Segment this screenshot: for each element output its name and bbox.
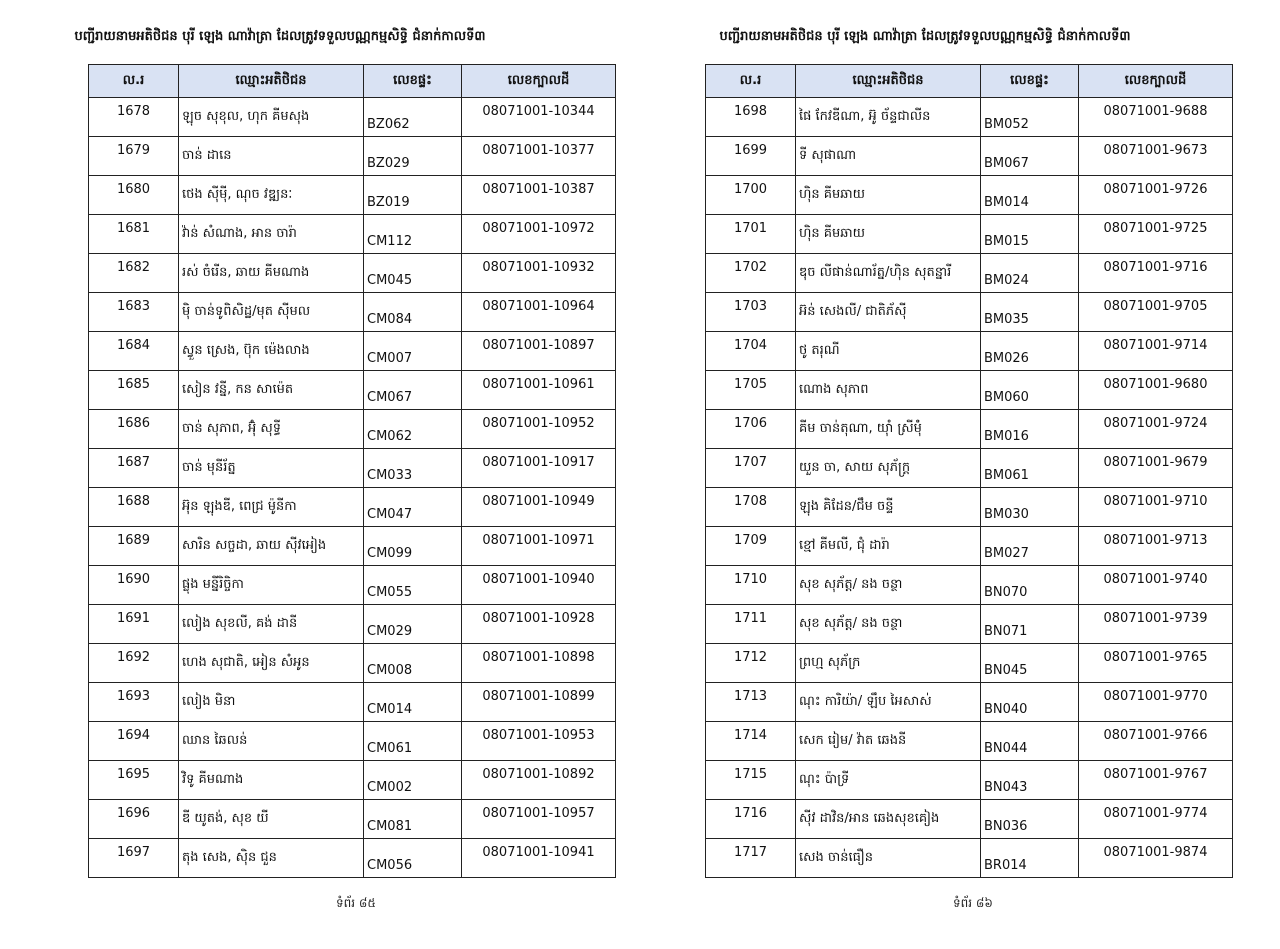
customer-name: ឌុច លីផាន់ណារ័ត្ន/ហ៊ិន សុតន្នារី: [796, 254, 981, 293]
land-plot-number: 08071001-10928: [462, 605, 616, 644]
row-number: 1697: [89, 839, 179, 878]
land-plot-number: 08071001-9740: [1079, 566, 1233, 605]
row-number: 1713: [706, 683, 796, 722]
house-number: BM061: [981, 449, 1079, 488]
house-number: CM033: [364, 449, 462, 488]
row-number: 1695: [89, 761, 179, 800]
customer-name: ណុះ ការិយ៉ា/ ឡឹប អៃសាស់: [796, 683, 981, 722]
row-number: 1688: [89, 488, 179, 527]
land-plot-number: 08071001-9705: [1079, 293, 1233, 332]
table-row: [706, 800, 1233, 839]
table-row: [706, 566, 1233, 605]
land-plot-number: 08071001-9679: [1079, 449, 1233, 488]
customer-name: ឡុច សុខុល, ហុក គីមសុង: [179, 98, 364, 137]
page-right: [617, 0, 1257, 949]
table-row: [89, 410, 616, 449]
table-row: [89, 683, 616, 722]
house-number: BN043: [981, 761, 1079, 800]
table-row: [89, 137, 616, 176]
house-number: CM014: [364, 683, 462, 722]
land-plot-number: 08071001-10898: [462, 644, 616, 683]
page-number: ទំព័រ ៨៥: [336, 896, 376, 910]
row-number: 1684: [89, 332, 179, 371]
table-row: [89, 293, 616, 332]
customer-name: សេង ចាន់ធឿន: [796, 839, 981, 878]
house-number: CM045: [364, 254, 462, 293]
customer-name: ណោង សុភាព: [796, 371, 981, 410]
customer-name: ឈាន ឆៃលន់: [179, 722, 364, 761]
house-number: BM067: [981, 137, 1079, 176]
row-number: 1682: [89, 254, 179, 293]
land-plot-number: 08071001-10917: [462, 449, 616, 488]
customer-name: ថេង ស៊ីម៉ី, ណុច វឌ្ឍនៈ: [179, 176, 364, 215]
house-number: BM035: [981, 293, 1079, 332]
row-number: 1687: [89, 449, 179, 488]
row-number: 1700: [706, 176, 796, 215]
land-plot-number: 08071001-9688: [1079, 98, 1233, 137]
table-row: [89, 176, 616, 215]
land-plot-number: 08071001-10971: [462, 527, 616, 566]
table-row: [89, 839, 616, 878]
land-plot-number: 08071001-10952: [462, 410, 616, 449]
table-row: [89, 98, 616, 137]
table-row: [89, 488, 616, 527]
table-row: [706, 527, 1233, 566]
land-plot-number: 08071001-10953: [462, 722, 616, 761]
land-plot-number: 08071001-10932: [462, 254, 616, 293]
table-header-row: [706, 65, 1233, 98]
table-row: [89, 449, 616, 488]
house-number: BN045: [981, 644, 1079, 683]
land-plot-number: 08071001-9774: [1079, 800, 1233, 839]
customer-name: ណុះ ប៉ាទ្រី: [796, 761, 981, 800]
house-number: BM060: [981, 371, 1079, 410]
house-number: BM016: [981, 410, 1079, 449]
customer-name: គីម ចាន់តុណា, យ៉ាំ ស្រីម៉ុំ: [796, 410, 981, 449]
table-header-row: [89, 65, 616, 98]
land-plot-number: 08071001-9739: [1079, 605, 1233, 644]
land-plot-number: 08071001-9770: [1079, 683, 1233, 722]
table-row: [706, 761, 1233, 800]
table-row: [706, 683, 1233, 722]
customer-name: ចាន់ សុភាព, អ៊ុំ សុទ្ធី: [179, 410, 364, 449]
header-land-plot-number: លេខក្បាលដី: [462, 65, 616, 98]
customer-name: វ៉ាន់ សំណាង, អាន ចារ៉ា: [179, 215, 364, 254]
house-number: CM067: [364, 371, 462, 410]
house-number: BM026: [981, 332, 1079, 371]
house-number: BM015: [981, 215, 1079, 254]
house-number: CM056: [364, 839, 462, 878]
land-plot-number: 08071001-9725: [1079, 215, 1233, 254]
document-title: បញ្ជីរាយនាមអតិថិជន បុរី ឡេង ណាវ៉ាត្រា ដែលត្រូវទទួលបណ្ណកម្មសិទ្ធិ ជំនាក់កាលទី៣: [74, 29, 486, 44]
land-plot-number: 08071001-10897: [462, 332, 616, 371]
row-number: 1716: [706, 800, 796, 839]
row-number: 1711: [706, 605, 796, 644]
house-number: CM084: [364, 293, 462, 332]
land-plot-number: 08071001-10899: [462, 683, 616, 722]
land-plot-number: 08071001-9673: [1079, 137, 1233, 176]
customer-name: ផ្លុង មន្នីរិច្ចិកា: [179, 566, 364, 605]
house-number: BM052: [981, 98, 1079, 137]
row-number: 1680: [89, 176, 179, 215]
page-number: ទំព័រ ៨៦: [953, 896, 993, 910]
house-number: CM081: [364, 800, 462, 839]
land-plot-number: 08071001-10892: [462, 761, 616, 800]
row-number: 1709: [706, 527, 796, 566]
house-number: CM099: [364, 527, 462, 566]
land-plot-number: 08071001-10957: [462, 800, 616, 839]
customer-name: សារិន សច្ចដា, ឆាយ ស៊ីវអៀង: [179, 527, 364, 566]
customer-table: [88, 64, 616, 878]
land-plot-number: 08071001-10949: [462, 488, 616, 527]
customer-name: ឡុង គិដែន/ជឹម ចន្ទី: [796, 488, 981, 527]
house-number: BM027: [981, 527, 1079, 566]
house-number: CM055: [364, 566, 462, 605]
house-number: BM030: [981, 488, 1079, 527]
house-number: CM029: [364, 605, 462, 644]
row-number: 1701: [706, 215, 796, 254]
house-number: CM061: [364, 722, 462, 761]
table-row: [89, 371, 616, 410]
table-row: [89, 800, 616, 839]
house-number: CM112: [364, 215, 462, 254]
customer-name: អ៊ុន ឡុងឌី, ពេជ្រ ម៉ូនីកា: [179, 488, 364, 527]
customer-name: យួន ចា, សាយ សុភ័ក្ត្រ: [796, 449, 981, 488]
land-plot-number: 08071001-9724: [1079, 410, 1233, 449]
customer-name: ស្វួន ស្រេង, ប៊ុក ម៉េងលាង: [179, 332, 364, 371]
header-number: ល.រ: [706, 65, 796, 98]
customer-table: [705, 64, 1233, 878]
row-number: 1704: [706, 332, 796, 371]
row-number: 1710: [706, 566, 796, 605]
customer-name: លៀង សុខលី, គង់ ដានី: [179, 605, 364, 644]
row-number: 1683: [89, 293, 179, 332]
row-number: 1705: [706, 371, 796, 410]
table-row: [706, 98, 1233, 137]
row-number: 1714: [706, 722, 796, 761]
document-title: បញ្ជីរាយនាមអតិថិជន បុរី ឡេង ណាវ៉ាត្រា ដែលត្រូវទទួលបណ្ណកម្មសិទ្ធិ ជំនាក់កាលទី៣: [719, 29, 1131, 44]
table-row: [706, 254, 1233, 293]
customer-name: ម៉ិ ចាន់ទូពិសិដ្ឋ/មុត ស៊ីមល: [179, 293, 364, 332]
table-row: [89, 644, 616, 683]
customer-name: តុង សេង, ស៊ិន ជួន: [179, 839, 364, 878]
table-row: [89, 761, 616, 800]
land-plot-number: 08071001-9766: [1079, 722, 1233, 761]
house-number: CM008: [364, 644, 462, 683]
land-plot-number: 08071001-9680: [1079, 371, 1233, 410]
header-number: ល.រ: [89, 65, 179, 98]
row-number: 1712: [706, 644, 796, 683]
header-customer-name: ឈ្មោះអតិថិជន: [179, 65, 364, 98]
house-number: BN071: [981, 605, 1079, 644]
row-number: 1693: [89, 683, 179, 722]
table-row: [89, 566, 616, 605]
row-number: 1686: [89, 410, 179, 449]
header-house-number: លេខផ្ទះ: [364, 65, 462, 98]
house-number: CM002: [364, 761, 462, 800]
land-plot-number: 08071001-9713: [1079, 527, 1233, 566]
customer-name: ចាន់ ដានេ: [179, 137, 364, 176]
row-number: 1707: [706, 449, 796, 488]
table-row: [706, 449, 1233, 488]
table-row: [89, 332, 616, 371]
row-number: 1679: [89, 137, 179, 176]
row-number: 1685: [89, 371, 179, 410]
header-land-plot-number: លេខក្បាលដី: [1079, 65, 1233, 98]
row-number: 1694: [89, 722, 179, 761]
table-row: [706, 488, 1233, 527]
table-row: [706, 137, 1233, 176]
row-number: 1717: [706, 839, 796, 878]
row-number: 1715: [706, 761, 796, 800]
land-plot-number: 08071001-9874: [1079, 839, 1233, 878]
customer-name: រស់ ចំរើន, ឆាយ គីមណាង: [179, 254, 364, 293]
table-row: [706, 605, 1233, 644]
row-number: 1706: [706, 410, 796, 449]
row-number: 1692: [89, 644, 179, 683]
table-row: [706, 332, 1233, 371]
land-plot-number: 08071001-9714: [1079, 332, 1233, 371]
land-plot-number: 08071001-9710: [1079, 488, 1233, 527]
table-row: [706, 176, 1233, 215]
row-number: 1690: [89, 566, 179, 605]
table-row: [706, 293, 1233, 332]
house-number: BN070: [981, 566, 1079, 605]
customer-name: ព្រហ្ម សុភ័ក្រ: [796, 644, 981, 683]
header-house-number: លេខផ្ទះ: [981, 65, 1079, 98]
header-customer-name: ឈ្មោះអតិថិជន: [796, 65, 981, 98]
table-row: [89, 722, 616, 761]
customer-name: អ៊ន់ សេងលី/ ជាតិភ័ស៊ី: [796, 293, 981, 332]
customer-name: ផៃ កែវឌីណា, អ៊ូ ច័ន្ទជាលីន: [796, 98, 981, 137]
house-number: CM047: [364, 488, 462, 527]
table-row: [706, 371, 1233, 410]
row-number: 1681: [89, 215, 179, 254]
land-plot-number: 08071001-10961: [462, 371, 616, 410]
table-row: [706, 410, 1233, 449]
house-number: BN044: [981, 722, 1079, 761]
house-number: CM062: [364, 410, 462, 449]
customer-name: សុខ សុភ័ត្ត/ នង ចន្ថា: [796, 605, 981, 644]
row-number: 1702: [706, 254, 796, 293]
row-number: 1699: [706, 137, 796, 176]
house-number: BZ062: [364, 98, 462, 137]
customer-name: ស៊ីវ ដាវិន/អាន ឆេងសុខគៀង: [796, 800, 981, 839]
table-row: [706, 644, 1233, 683]
row-number: 1696: [89, 800, 179, 839]
house-number: BN036: [981, 800, 1079, 839]
house-number: BM024: [981, 254, 1079, 293]
customer-name: ខ្មៅ គីមលី, ជុំ ដារ៉ា: [796, 527, 981, 566]
customer-name: លៀង មិនា: [179, 683, 364, 722]
land-plot-number: 08071001-10972: [462, 215, 616, 254]
customer-name: សេក រៀម/ វ៉ាត ឆេងនី: [796, 722, 981, 761]
land-plot-number: 08071001-10377: [462, 137, 616, 176]
customer-name: ថូ តរុណី: [796, 332, 981, 371]
row-number: 1689: [89, 527, 179, 566]
row-number: 1691: [89, 605, 179, 644]
customer-name: សុខ សុភ័ត្ត/ នង ចន្ថា: [796, 566, 981, 605]
land-plot-number: 08071001-10344: [462, 98, 616, 137]
customer-name: ឌី យូតង់, សុខ យី: [179, 800, 364, 839]
house-number: BZ019: [364, 176, 462, 215]
customer-name: សៀន វន្នី, កន សាម៉េត: [179, 371, 364, 410]
table-row: [89, 527, 616, 566]
land-plot-number: 08071001-9765: [1079, 644, 1233, 683]
row-number: 1678: [89, 98, 179, 137]
land-plot-number: 08071001-9767: [1079, 761, 1233, 800]
land-plot-number: 08071001-9726: [1079, 176, 1233, 215]
table-row: [706, 722, 1233, 761]
row-number: 1698: [706, 98, 796, 137]
table-row: [89, 605, 616, 644]
customer-name: ចាន់ មុនីរ័ត្ន: [179, 449, 364, 488]
house-number: BM014: [981, 176, 1079, 215]
land-plot-number: 08071001-10964: [462, 293, 616, 332]
land-plot-number: 08071001-10387: [462, 176, 616, 215]
table-row: [89, 254, 616, 293]
house-number: CM007: [364, 332, 462, 371]
house-number: BN040: [981, 683, 1079, 722]
customer-name: ហ៊ិន គីមឆាយ: [796, 176, 981, 215]
table-row: [706, 215, 1233, 254]
customer-name: ហ៊ិន គីមឆាយ: [796, 215, 981, 254]
row-number: 1708: [706, 488, 796, 527]
land-plot-number: 08071001-10941: [462, 839, 616, 878]
land-plot-number: 08071001-10940: [462, 566, 616, 605]
row-number: 1703: [706, 293, 796, 332]
customer-name: ហេង សុជាតិ, អៀន សំអូន: [179, 644, 364, 683]
customer-name: វិទូ គីមណាង: [179, 761, 364, 800]
table-row: [89, 215, 616, 254]
house-number: BR014: [981, 839, 1079, 878]
table-row: [706, 839, 1233, 878]
land-plot-number: 08071001-9716: [1079, 254, 1233, 293]
customer-name: ទី សុផាណា: [796, 137, 981, 176]
house-number: BZ029: [364, 137, 462, 176]
